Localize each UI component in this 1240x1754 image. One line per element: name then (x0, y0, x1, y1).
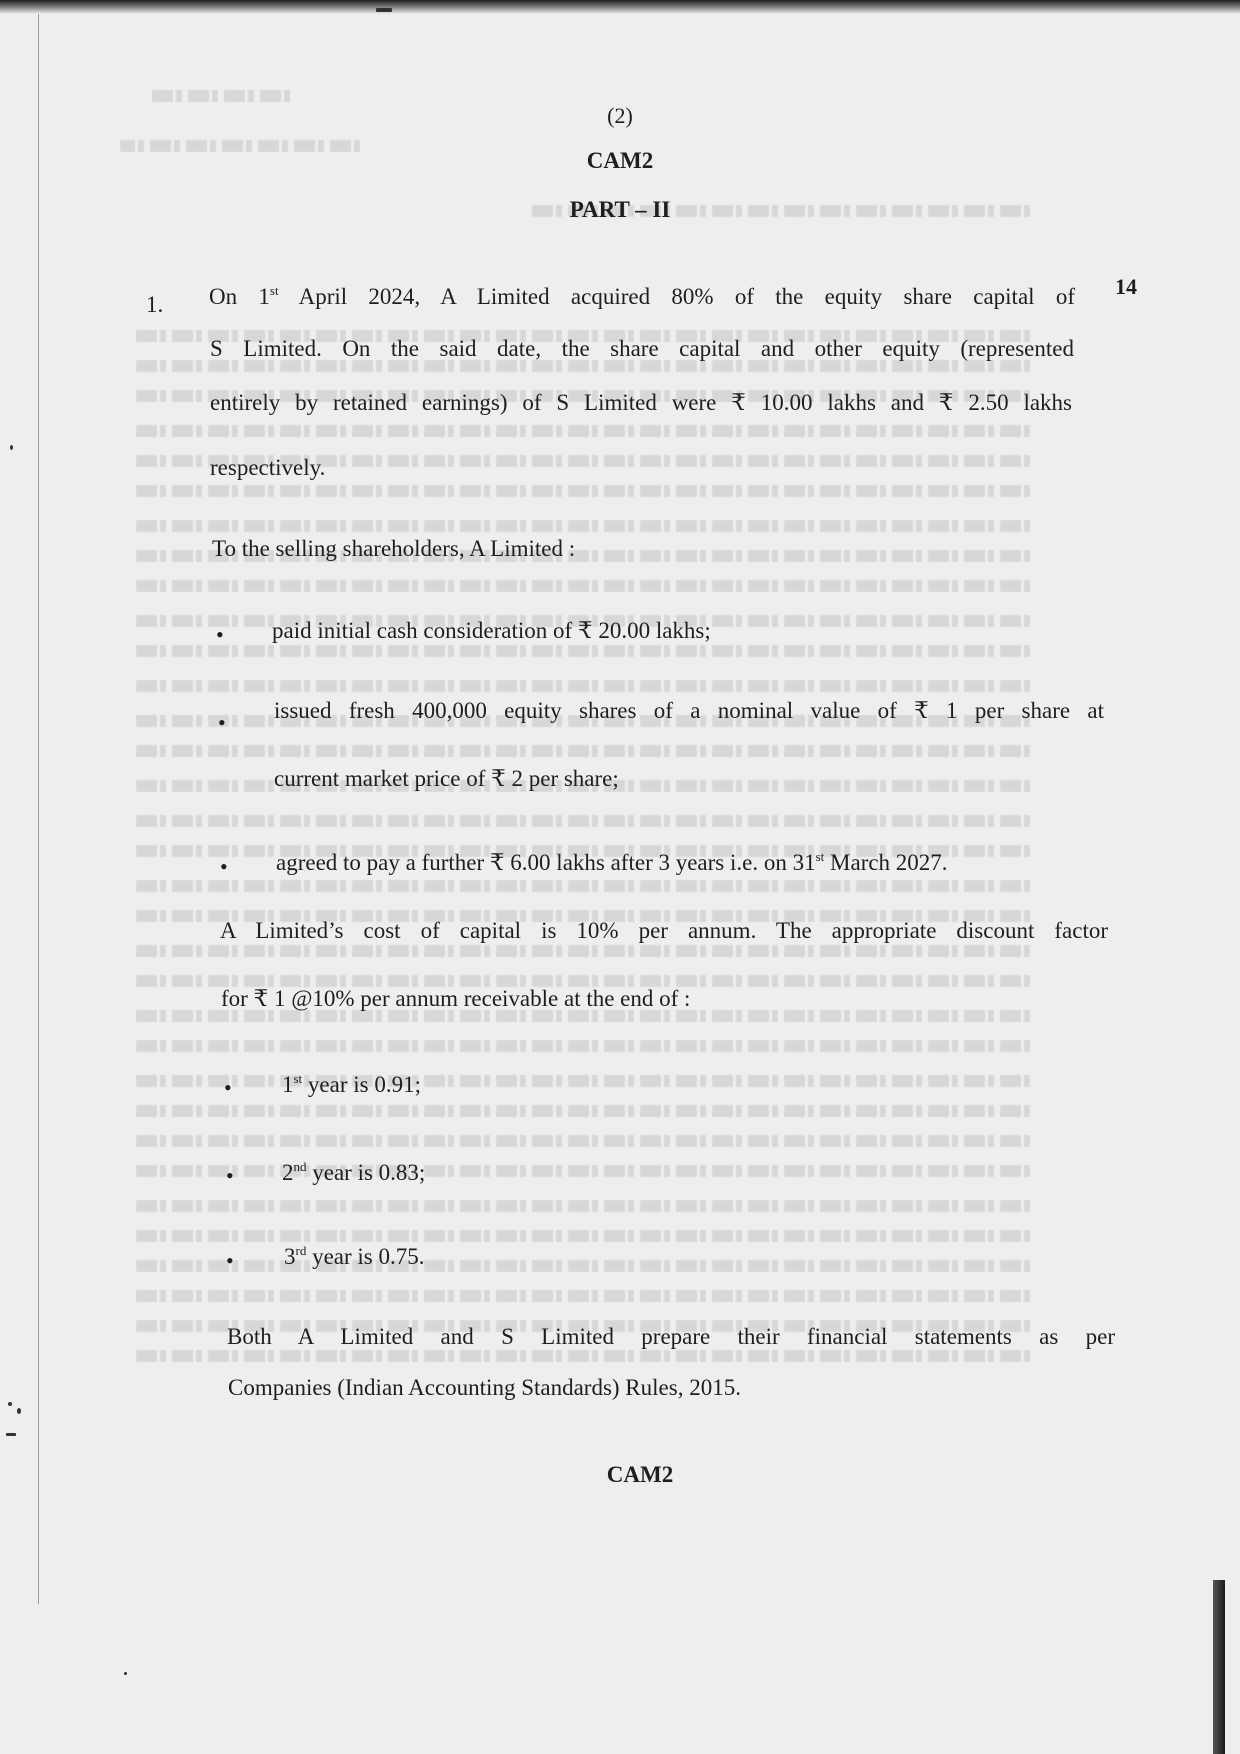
bullet-icon: • (216, 622, 224, 647)
consideration-deferred: agreed to pay a further ₹ 6.00 lakhs after 3 years i.e. on 31st March 2027. (276, 849, 948, 875)
closing-line-2: Companies (Indian Accounting Standards) Rules, 2015. (228, 1375, 741, 1400)
scan-speck (17, 1408, 21, 1414)
discount-factor-year-2: 2nd year is 0.83; (282, 1159, 426, 1185)
bullet-icon: • (220, 854, 228, 879)
scan-left-edge (38, 14, 39, 1604)
question-number: 1. (146, 292, 164, 317)
paper-code-header: CAM2 (586, 148, 654, 173)
paper-code-footer: CAM2 (606, 1462, 674, 1487)
page-number: (2) (607, 103, 633, 128)
closing-line-1: Both A Limited and S Limited prepare their financial statements as per (227, 1324, 1115, 1349)
bullet-icon: • (218, 710, 226, 735)
bullet-icon: • (226, 1248, 234, 1273)
consideration-shares-line-2: current market price of ₹ 2 per share; (274, 766, 619, 791)
intro-line-1: On 1st April 2024, A Limited acquired 80% of the equity share capital of (209, 283, 1075, 309)
part-title: PART – II (569, 197, 671, 222)
scan-speck (8, 1402, 12, 1406)
bullet-icon: • (224, 1075, 232, 1100)
discount-factor-year-3: 3rd year is 0.75. (284, 1243, 425, 1269)
scan-speck (376, 8, 392, 12)
scan-speck (6, 1433, 16, 1436)
bullet-icon: • (226, 1163, 234, 1188)
intro-line-2: S Limited. On the said date, the share capital and other equity (represented (210, 336, 1074, 361)
consideration-lead-in: To the selling shareholders, A Limited : (212, 536, 576, 561)
question-marks: 14 (1115, 274, 1137, 299)
intro-line-4: respectively. (210, 455, 326, 480)
cost-of-capital-line-2: for ₹ 1 @10% per annum receivable at the end of : (221, 986, 691, 1011)
consideration-cash: paid initial cash consideration of ₹ 20.00 lakhs; (272, 618, 711, 643)
discount-factor-year-1: 1st year is 0.91; (282, 1071, 421, 1097)
consideration-shares-line-1: issued fresh 400,000 equity shares of a nominal value of ₹ 1 per share at (274, 698, 1104, 723)
scan-speck (10, 445, 13, 450)
intro-line-3: entirely by retained earnings) of S Limited were ₹ 10.00 lakhs and ₹ 2.50 lakhs (210, 390, 1072, 415)
scan-right-edge (1213, 1580, 1225, 1754)
scan-speck (124, 1672, 127, 1675)
cost-of-capital-line-1: A Limited’s cost of capital is 10% per annum. The appropriate discount factor (220, 918, 1108, 943)
scan-top-edge (0, 0, 1240, 14)
